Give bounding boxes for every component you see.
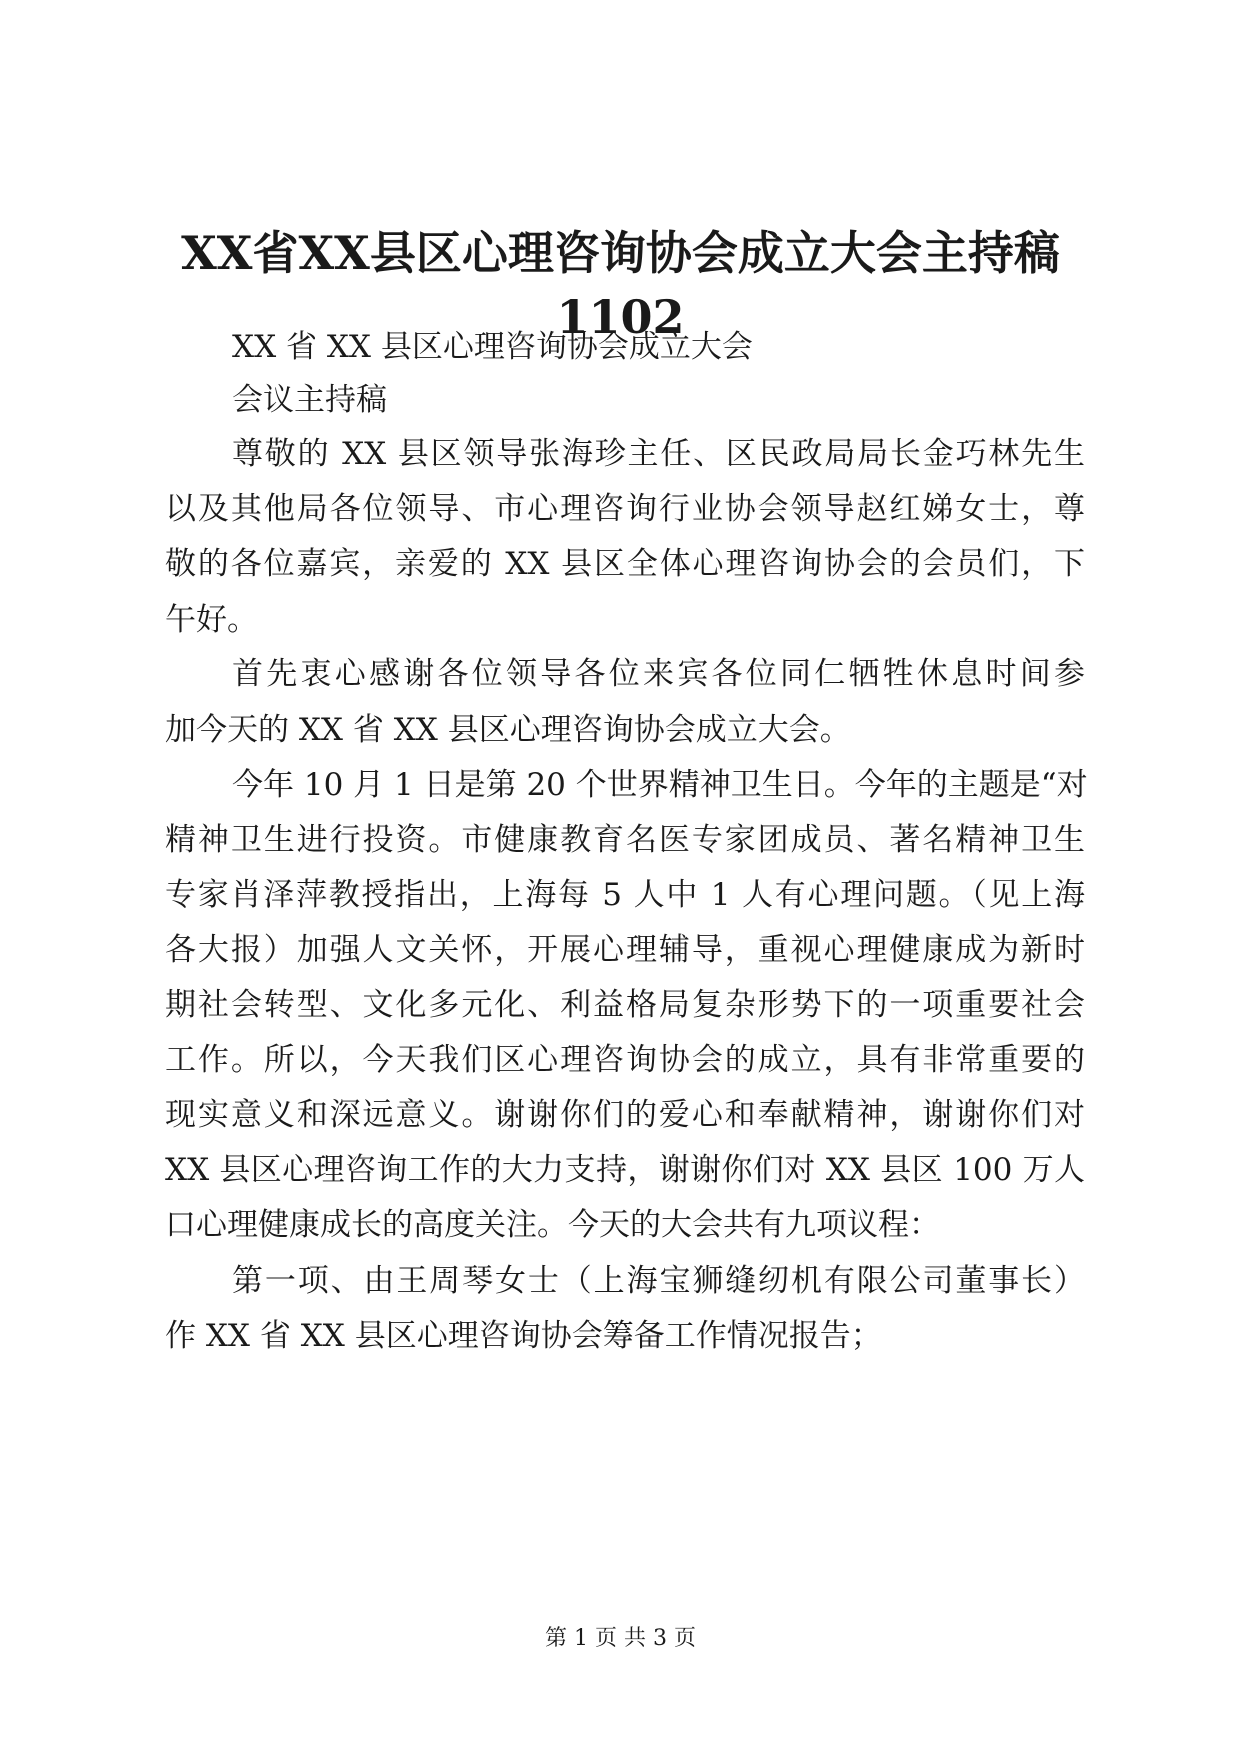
paragraph-line: 首先衷心感谢各位领导各位来宾各位同仁牺牲休息时间参 [232,656,1085,692]
paragraph-line: 精神卫生进行投资。市健康教育名医专家团成员、著名精神卫生 [165,822,1085,858]
paragraph-line: 现实意义和深远意义。谢谢你们的爱心和奉献精神，谢谢你们对 [165,1097,1085,1133]
paragraph-line: 作 XX 省 XX 县区心理咨询协会筹备工作情况报告； [165,1318,882,1354]
paragraph-line: 期社会转型、文化多元化、利益格局复杂形势下的一项重要社会 [165,987,1085,1023]
subtitle-line: XX 省 XX 县区心理咨询协会成立大会 [232,329,753,365]
paragraph-line: 工作。所以，今天我们区心理咨询协会的成立，具有非常重要的 [165,1042,1085,1078]
paragraph-line: 今年 10 月 1 日是第 20 个世界精神卫生日。今年的主题是“对 [232,767,1088,803]
paragraph-line: 以及其他局各位领导、市心理咨询行业协会领导赵红娣女士，尊 [165,491,1085,527]
document-title: XX省XX县区心理咨询协会成立大会主持稿 [181,226,1060,280]
paragraph-line: 口心理健康成长的高度关注。今天的大会共有九项议程： [165,1207,940,1243]
paragraph-line: 专家肖泽萍教授指出，上海每 5 人中 1 人有心理问题。（见上海 [165,877,1085,913]
paragraph-line: 各大报）加强人文关怀，开展心理辅导，重视心理健康成为新时 [165,932,1085,968]
paragraph-line: 第一项、由王周琴女士（上海宝狮缝纫机有限公司董事长） [232,1263,1085,1299]
paragraph-line: XX 县区心理咨询工作的大力支持，谢谢你们对 XX 县区 100 万人 [165,1152,1085,1188]
paragraph-line: 敬的各位嘉宾，亲爱的 XX 县区全体心理咨询协会的会员们，下 [165,546,1085,582]
paragraph-line: 午好。 [165,602,258,638]
document-title-number: 1102 [556,290,685,344]
page-number: 第 1 页 共 3 页 [545,1626,696,1651]
subtitle-line: 会议主持稿 [232,382,387,418]
paragraph-line: 尊敬的 XX 县区领导张海珍主任、区民政局局长金巧林先生 [232,436,1085,472]
paragraph-line: 加今天的 XX 省 XX 县区心理咨询协会成立大会。 [165,712,851,748]
